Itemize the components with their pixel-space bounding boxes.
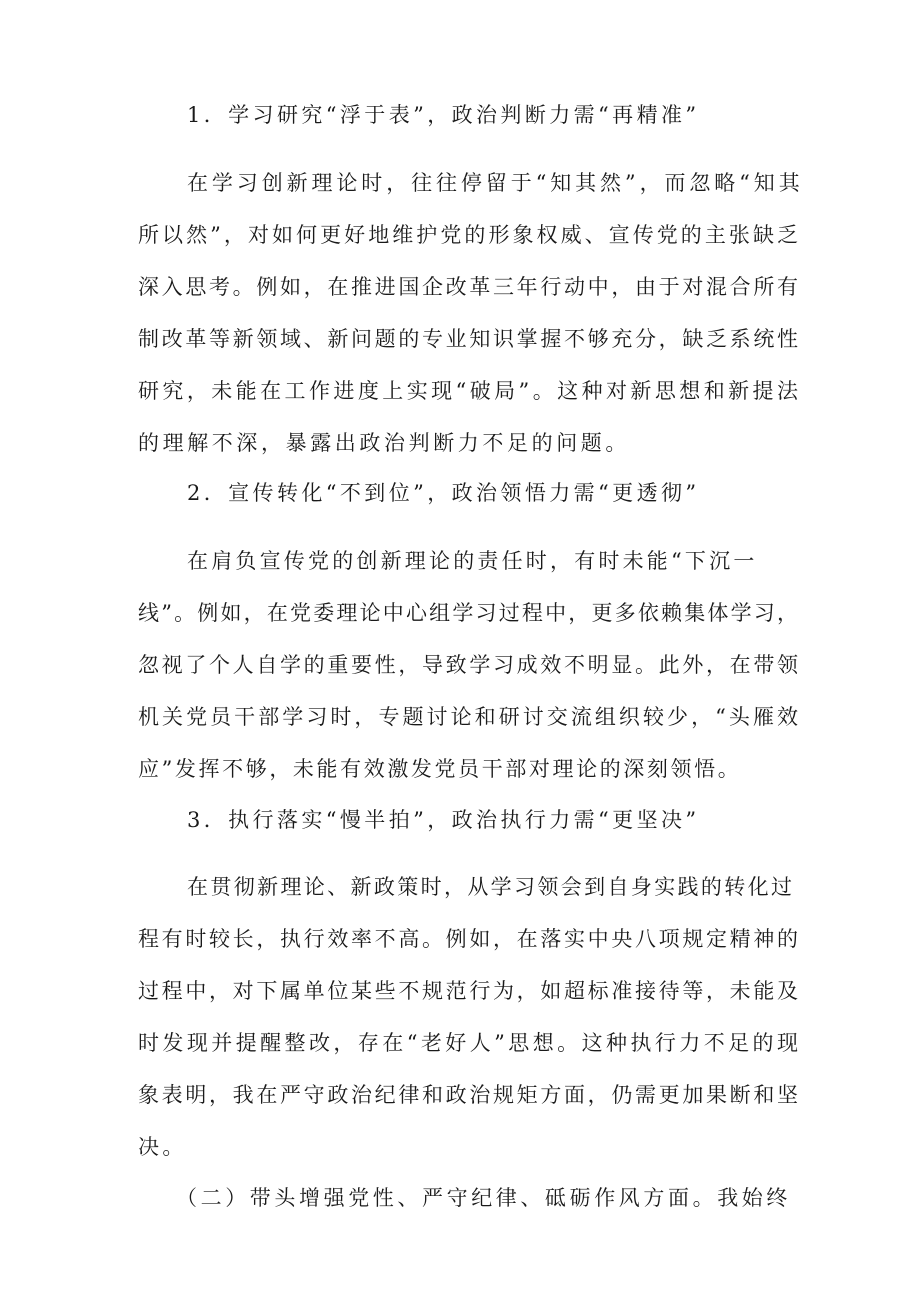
subheading-2: 2．宣传转化“不到位”，政治领悟力需“更透彻”: [187, 481, 700, 505]
paragraph-1-line-5: 研究，未能在工作进度上实现“破局”。这种对新思想和新提法: [138, 379, 798, 403]
paragraph-3-line-3: 过程中，对下属单位某些不规范行为，如超标准接待等，未能及: [138, 979, 798, 1003]
paragraph-3-line-2: 程有时较长，执行效率不高。例如，在落实中央八项规定精神的: [138, 927, 798, 951]
paragraph-3-line-1: 在贯彻新理论、新政策时，从学习领会到自身实践的转化过: [187, 875, 792, 899]
paragraph-1-line-1: 在学习创新理论时，往往停留于“知其然”，而忽略“知其: [187, 171, 804, 195]
subheading-1: 1．学习研究“浮于表”，政治判断力需“再精准”: [187, 103, 700, 127]
paragraph-1-line-4: 制改革等新领域、新问题的专业知识掌握不够充分，缺乏系统性: [138, 327, 798, 351]
paragraph-2-line-2: 线”。例如，在党委理论中心组学习过程中，更多依赖集体学习，: [138, 601, 798, 625]
paragraph-3-line-4: 时发现并提醒整改，存在“老好人”思想。这种执行力不足的现: [138, 1031, 798, 1055]
paragraph-3-line-6: 决。: [138, 1135, 187, 1159]
paragraph-3-line-5: 象表明，我在严守政治纪律和政治规矩方面，仍需更加果断和坚: [138, 1083, 798, 1107]
paragraph-1-line-2: 所以然”，对如何更好地维护党的形象权威、宣传党的主张缺乏: [138, 223, 798, 247]
paragraph-2-line-3: 忽视了个人自学的重要性，导致学习成效不明显。此外，在带领: [138, 653, 798, 677]
paragraph-1-line-6: 的理解不深，暴露出政治判断力不足的问题。: [138, 431, 630, 455]
section-2-intro: （二）带头增强党性、严守纪律、砥砺作风方面。我始终: [176, 1186, 791, 1210]
subheading-3: 3．执行落实“慢半拍”，政治执行力需“更坚决”: [187, 808, 700, 832]
paragraph-2-line-1: 在肩负宣传党的创新理论的责任时，有时未能“下沉一: [187, 549, 758, 573]
paragraph-2-line-5: 应”发挥不够，未能有效激发党员干部对理论的深刻领悟。: [138, 757, 742, 781]
paragraph-2-line-4: 机关党员干部学习时，专题讨论和研讨交流组织较少，“头雁效: [138, 705, 798, 729]
paragraph-1-line-3: 深入思考。例如，在推进国企改革三年行动中，由于对混合所有: [138, 275, 798, 299]
